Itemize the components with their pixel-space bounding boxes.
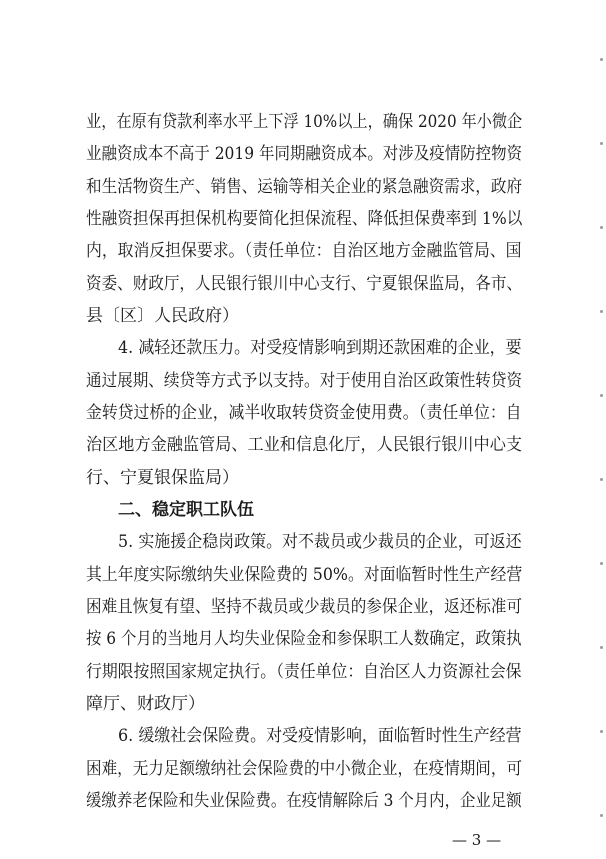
page-number: — 3 —: [452, 831, 502, 849]
body-line-1: 业，在原有贷款利率水平上下浮 10%以上，确保 2020 年小微企: [86, 112, 523, 132]
item-4-line-4: 治区地方金融监管局、工业和信息化厅，人民银行银川中心支: [86, 435, 523, 455]
item-5-line-4: 按 6 个月的当地月人均失业保险金和参保职工人数确定，政策执: [86, 629, 522, 649]
item-5-line-3: 困难且恢复有望、坚持不裁员或少裁员的参保企业，返还标准可: [86, 597, 523, 617]
item-5-line-2: 其上年度实际缴纳失业保险费的 50%。对面临暂时性生产经营: [86, 565, 523, 585]
item-5-line-6: 障厅、财政厅）: [86, 694, 205, 714]
item-6-line-2: 困难，无力足额缴纳社会保险费的中小微企业，在疫情期间，可: [86, 759, 523, 779]
item-5-line-5: 行期限按照国家规定执行。（责任单位：自治区人力资源社会保: [86, 662, 522, 682]
body-line-7: 县〔区〕人民政府）: [86, 306, 239, 326]
item-6-line-1: 6. 缓缴社会保险费。对受疫情影响，面临暂时性生产经营: [118, 726, 522, 746]
item-6-line-3: 缓缴养老保险和失业保险费。在疫情解除后 3 个月内，企业足额: [86, 791, 522, 811]
item-5-line-1: 5. 实施援企稳岗政策。对不裁员或少裁员的企业，可返还: [118, 532, 522, 552]
body-line-4: 性融资担保再担保机构要简化担保流程、降低担保费率到 1%以: [86, 209, 523, 229]
item-4-line-2: 通过展期、续贷等方式予以支持。对于使用自治区政策性转贷资: [86, 371, 523, 391]
body-line-6: 资委、财政厅，人民银行银川中心支行、宁夏银保监局，各市、: [86, 274, 523, 294]
scan-edge-marks: [596, 0, 606, 859]
section-heading: 二、稳定职工队伍: [118, 500, 254, 520]
item-4-line-3: 金转贷过桥的企业，减半收取转贷资金使用费。（责任单位：自: [86, 403, 522, 423]
body-line-2: 业融资成本不高于 2019 年同期融资成本。对涉及疫情防控物资: [86, 144, 523, 164]
body-line-5: 内，取消反担保要求。（责任单位：自治区地方金融监管局、国: [86, 241, 522, 261]
item-4-line-1: 4. 减轻还款压力。对受疫情影响到期还款困难的企业，要: [118, 338, 522, 358]
body-line-3: 和生活物资生产、销售、运输等相关企业的紧急融资需求，政府: [86, 177, 523, 197]
item-4-line-5: 行、宁夏银保监局）: [86, 468, 239, 488]
